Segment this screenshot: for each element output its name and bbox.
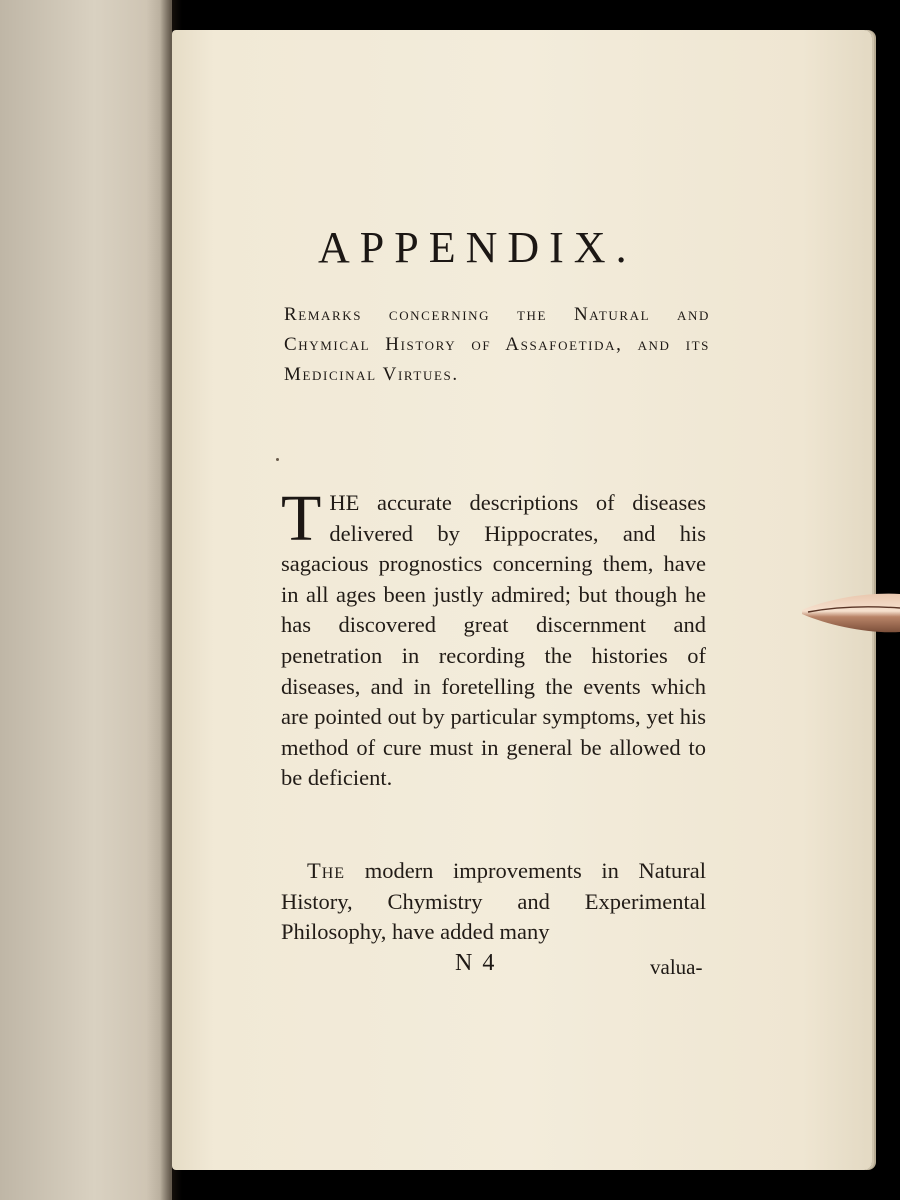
- facing-page-bleed: [18, 300, 25, 326]
- paragraph-2: [281, 856, 706, 948]
- bookmark-pointer-icon: [800, 586, 900, 644]
- drop-cap: T: [281, 482, 322, 555]
- paragraph-2-lead: The: [307, 858, 346, 883]
- paragraph-2-text: modern improvements in Natural History, Chymistry and Experimental Philosophy, have added many: [281, 858, 706, 945]
- paragraph-1-text: HE accurate descriptions of diseases delivered by Hippocrates, and his sagacious prognostics concerning them, have in all ages been justly admired; but though he has discovered great discernment and penetration in recording the histories of diseases, and in foretelling the events which are pointed out by particular symptoms, yet his method of cure must in general be allowed to be deficient.: [281, 490, 706, 791]
- signature-mark: N 4: [455, 950, 497, 976]
- catchword: valua-: [650, 955, 703, 979]
- page-subtitle: Remarks concerning the Natural and Chymical History of Assafoetida, and its Medicinal Virtues.: [284, 304, 710, 385]
- page-title: APPENDIX.: [318, 223, 637, 272]
- facing-page: [0, 0, 172, 1200]
- paragraph-1: [281, 482, 706, 794]
- ink-speck: [276, 458, 279, 461]
